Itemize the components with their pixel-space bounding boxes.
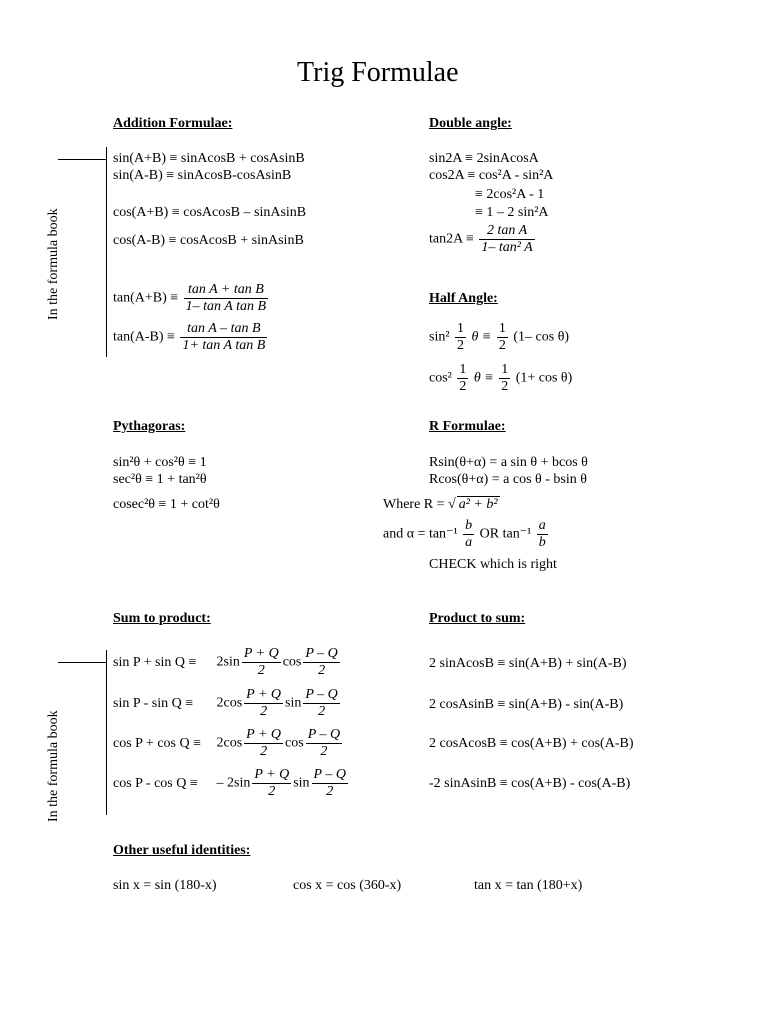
bracket-tick-top — [58, 159, 106, 160]
tan-plus-lhs: tan(A+B) ≡ — [113, 290, 179, 306]
r-formula-line-2: Rcos(θ+α) = a cos θ - bsin θ — [429, 472, 587, 487]
frac-two: 2 — [260, 744, 268, 759]
half-fraction-2 — [497, 321, 508, 354]
stp-mid: sin — [293, 775, 310, 791]
tan2a-lhs: tan2A ≡ — [429, 231, 474, 247]
frac-pq-plus: P + Q — [243, 646, 279, 661]
side-note-top: In the formula book — [46, 208, 61, 320]
cos2a-formula-2: ≡ 2cos²A - 1 — [475, 187, 545, 202]
frac-pq-plus: P + Q — [246, 687, 282, 702]
frac-pq-plus: P + Q — [254, 767, 290, 782]
half-sin-rhs: (1– cos θ) — [513, 329, 570, 345]
other-identities-heading: Other useful identities: — [113, 843, 251, 858]
side-note-bottom: In the formula book — [46, 710, 61, 822]
stp-frac-diff — [312, 767, 348, 800]
stp-lhs: cos P + cos Q ≡ — [113, 735, 201, 751]
frac-two: 2 — [501, 379, 509, 394]
product-to-sum-row: -2 sinAsinB ≡ cos(A+B) - cos(A-B) — [429, 776, 631, 791]
frac-pq-plus: P + Q — [246, 727, 282, 742]
sum-to-product-row — [113, 687, 342, 720]
alpha-or: OR tan⁻¹ — [479, 526, 532, 542]
half-cos-lhs: cos² — [429, 370, 452, 386]
frac-two: 2 — [257, 663, 265, 678]
theta-equiv: θ ≡ — [471, 329, 492, 345]
frac-two: 2 — [498, 338, 506, 353]
tan-plus-fraction — [184, 282, 268, 315]
r-formula-line-1: Rsin(θ+α) = a sin θ + bcos θ — [429, 455, 588, 470]
half-angle-sin — [429, 321, 569, 354]
stp-lhs: sin P + sin Q ≡ — [113, 654, 197, 670]
pythagoras-line-2: sec²θ ≡ 1 + tan²θ — [113, 472, 207, 487]
tan2a-fraction — [479, 223, 534, 256]
page-title: Trig Formulae — [297, 57, 459, 88]
stp-coef: 2sin — [216, 654, 240, 670]
tan-minus-denominator: 1+ tan A tan B — [182, 338, 266, 353]
stp-frac-diff — [303, 646, 339, 679]
half-angle-heading: Half Angle: — [429, 291, 498, 306]
product-to-sum-row: 2 cosAsinB ≡ sin(A+B) - sin(A-B) — [429, 697, 624, 712]
bracket-line-top — [106, 147, 107, 357]
frac-two: 2 — [318, 704, 326, 719]
alpha-fraction-2 — [537, 518, 548, 551]
stp-frac-sum — [244, 687, 283, 720]
frac-pq-minus: P – Q — [307, 727, 341, 742]
product-to-sum-row: 2 sinAcosB ≡ sin(A+B) + sin(A-B) — [429, 656, 627, 671]
tan-minus-fraction — [180, 321, 267, 354]
r-root-value: a² + b² — [458, 497, 498, 512]
tan2a-numerator: 2 tan A — [479, 223, 534, 240]
sum-to-product-row — [113, 646, 342, 679]
half-fraction-4 — [499, 362, 510, 395]
frac-one: 1 — [457, 321, 465, 336]
frac-two: 2 — [459, 379, 467, 394]
tan-minus-lhs: tan(A-B) ≡ — [113, 329, 175, 345]
pythagoras-line-3: cosec²θ ≡ 1 + cot²θ — [113, 497, 220, 512]
stp-frac-sum — [252, 767, 291, 800]
frac-two: 2 — [268, 784, 276, 799]
identity-sin: sin x = sin (180-x) — [113, 878, 217, 893]
frac-two: 2 — [326, 784, 334, 799]
half-angle-cos — [429, 362, 572, 395]
tan-plus-numerator: tan A + tan B — [184, 282, 268, 299]
sin2a-formula: sin2A ≡ 2sinAcosA — [429, 151, 539, 166]
pythagoras-heading: Pythagoras: — [113, 419, 186, 434]
r-where-line — [383, 496, 500, 513]
product-to-sum-row: 2 cosAcosB ≡ cos(A+B) + cos(A-B) — [429, 736, 634, 751]
stp-frac-diff — [303, 687, 339, 720]
stp-mid: cos — [282, 654, 302, 670]
r-where-label: Where R = — [383, 497, 445, 512]
r-alpha-line — [383, 518, 550, 551]
sum-to-product-heading: Sum to product: — [113, 611, 211, 626]
sum-to-product-row — [113, 727, 344, 760]
stp-mid: sin — [285, 695, 302, 711]
frac-pq-minus: P – Q — [313, 767, 346, 782]
check-note: CHECK which is right — [429, 557, 557, 572]
tan2a-formula — [429, 223, 537, 256]
frac-two: 2 — [318, 663, 326, 678]
alpha-lhs: and α = tan⁻¹ — [383, 526, 458, 542]
sin-minus-formula: sin(A-B) ≡ sinAcosB-cosAsinB — [113, 168, 292, 183]
stp-coef: 2cos — [216, 695, 243, 711]
cos2a-formula-3: ≡ 1 – 2 sin²A — [475, 205, 549, 220]
frac-b: b — [465, 518, 473, 533]
identity-cos: cos x = cos (360-x) — [293, 878, 402, 893]
frac-two: 2 — [457, 338, 465, 353]
half-fraction-3 — [457, 362, 468, 395]
tan-plus-denominator: 1– tan A tan B — [185, 299, 267, 314]
frac-two: 2 — [320, 744, 328, 759]
frac-two: 2 — [260, 704, 268, 719]
stp-lhs: cos P - cos Q ≡ — [113, 775, 198, 791]
cos-minus-formula: cos(A-B) ≡ cosAcosB + sinAsinB — [113, 233, 304, 248]
sin-plus-formula: sin(A+B) ≡ sinAcosB + cosAsinB — [113, 151, 305, 166]
half-sin-lhs: sin² — [429, 329, 450, 345]
tan2a-denominator: 1– tan² A — [481, 240, 533, 255]
sqrt-sign-icon: √ — [448, 497, 456, 512]
frac-a: a — [538, 518, 546, 533]
tan-plus-formula — [113, 282, 270, 315]
product-to-sum-heading: Product to sum: — [429, 611, 526, 626]
addition-heading: Addition Formulae: — [113, 116, 233, 131]
frac-pq-minus: P – Q — [305, 646, 338, 661]
tan-minus-formula — [113, 321, 269, 354]
frac-one: 1 — [459, 362, 467, 377]
frac-one: 1 — [498, 321, 506, 336]
bracket-tick-bottom — [58, 662, 106, 663]
half-fraction-1 — [455, 321, 466, 354]
stp-coef: – 2sin — [216, 775, 251, 791]
frac-one: 1 — [501, 362, 509, 377]
half-cos-rhs: (1+ cos θ) — [515, 370, 573, 386]
r-formulae-heading: R Formulae: — [429, 419, 506, 434]
sum-to-product-row — [113, 767, 350, 800]
cos2a-formula-1: cos2A ≡ cos²A - sin²A — [429, 168, 554, 183]
stp-lhs: sin P - sin Q ≡ — [113, 695, 194, 711]
theta-equiv: θ ≡ — [473, 370, 494, 386]
identity-tan: tan x = tan (180+x) — [474, 878, 583, 893]
frac-pq-minus: P – Q — [305, 687, 338, 702]
bracket-line-bottom — [106, 650, 107, 815]
frac-b: b — [538, 535, 546, 550]
stp-mid: cos — [285, 735, 304, 751]
pythagoras-line-1: sin²θ + cos²θ ≡ 1 — [113, 455, 207, 470]
stp-frac-diff — [306, 727, 342, 760]
frac-a: a — [465, 535, 473, 550]
stp-coef: 2cos — [216, 735, 243, 751]
stp-frac-sum — [244, 727, 283, 760]
stp-frac-sum — [242, 646, 281, 679]
alpha-fraction-1 — [463, 518, 474, 551]
tan-minus-numerator: tan A – tan B — [180, 321, 267, 338]
cos-plus-formula: cos(A+B) ≡ cosAcosB – sinAsinB — [113, 205, 307, 220]
double-angle-heading: Double angle: — [429, 116, 512, 131]
